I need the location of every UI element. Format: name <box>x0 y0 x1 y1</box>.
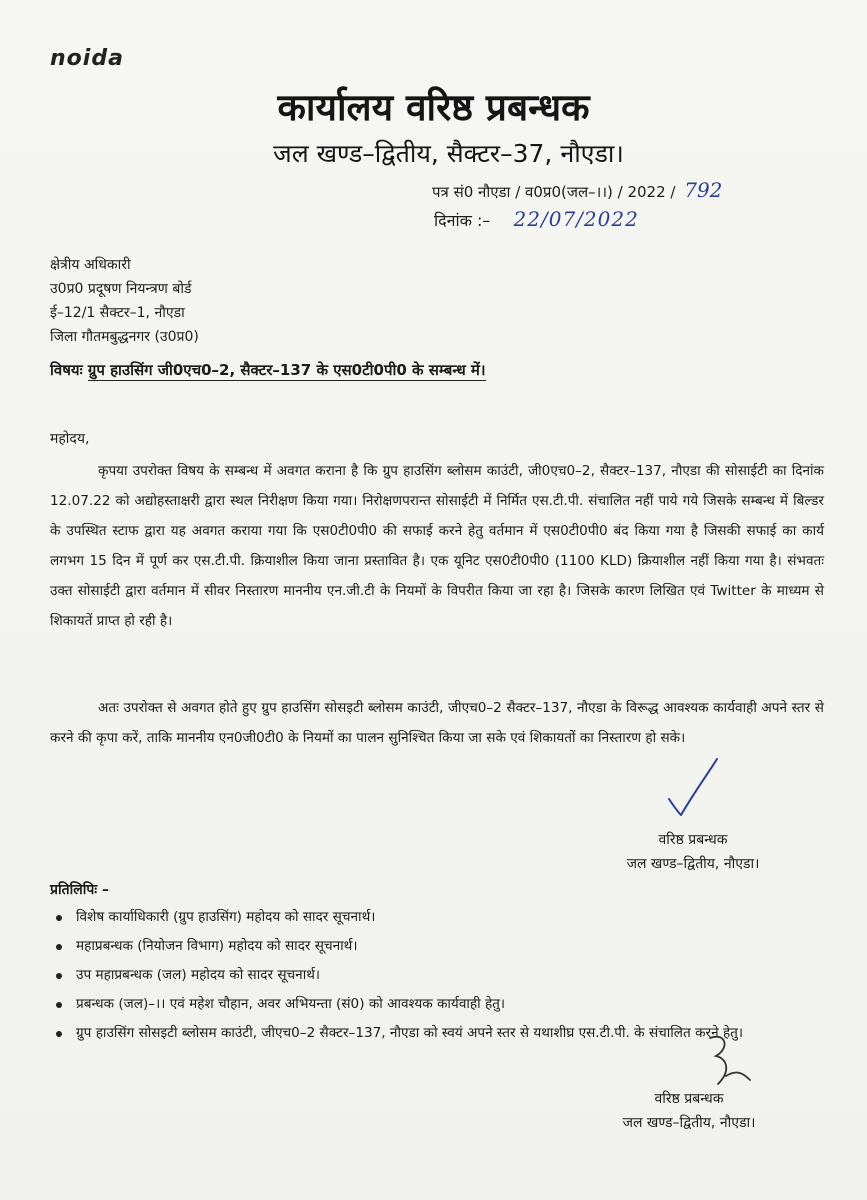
list-item: प्रबन्धक (जल)–।। एवं महेश चौहान, अवर अभियन्ता (सं0) को आवश्यक कार्यवाही हेतु। <box>64 990 854 1019</box>
body-paragraph-1: कृपया उपरोक्त विषय के सम्बन्ध में अवगत कराना है कि ग्रुप हाउसिंग ब्लोसम काउंटी, जी0एच0–2, सैक्टर–137, नौएडा की सोसाईटी का दिनांक 12.07.22 को अद्योहस्ताक्षरी द्वारा स्थल निरीक्षण किया गया। निरोक्षणपरान्त सोसाईटी में निर्मित एस.टी.पी. संचालित नहीं पाये गये जिसके सम्बन्ध में बिल्डर के उपस्थित स्टाफ द्वारा यह अवगत कराया गया कि एस0टी0पी0 की सफाई करने हेतु वर्तमान में एस0टी0पी0 बंद किया गया है जिसकी सफाई का कार्य लगभग 15 दिन में पूर्ण कर एस.टी.पी. क्रियाशील किया जाना प्रस्तावित है। एक यूनिट एस0टी0पी0 (1100 KLD) क्रियाशील नहीं किया गया है। संभवतः उक्त सोसाईटी द्वारा वर्तमान में सीवर निस्तारण माननीय एन.जी.टी के नियमों के विपरीत किया जा रहा है। जिसके कारण लिखित एवं Twitter के माध्यम से शिकायतें प्राप्त हो रही है। <box>50 463 824 629</box>
signature-office: जल खण्ड–द्वितीय, नौएडा। <box>622 1115 756 1131</box>
office-title: कार्यालय वरिष्ठ प्रबन्धक <box>277 86 590 129</box>
reference-number: 792 <box>684 178 723 202</box>
reference-line <box>432 178 722 202</box>
initials-mark-icon <box>696 1030 766 1092</box>
signature-designation: वरिष्ठ प्रबन्धक <box>654 1091 724 1107</box>
recipient-line: उ0प्र0 प्रदूषण नियन्त्रण बोर्ड <box>50 281 192 297</box>
list-item: महाप्रबन्धक (नियोजन विभाग) महोदय को सादर सूचनार्थ। <box>64 932 854 961</box>
office-subtitle: जल खण्ड–द्वितीय, सैक्टर–37, नौएडा। <box>273 139 624 168</box>
subject-text: ग्रुप हाउसिंग जी0एच0–2, सैक्टर–137 के एस0टी0पी0 के सम्बन्ध में। <box>87 361 486 379</box>
subject-line <box>50 360 486 380</box>
recipient-line: ई–12/1 सैक्टर–1, नौएडा <box>50 305 185 321</box>
signature-designation: वरिष्ठ प्रबन्धक <box>658 832 728 848</box>
list-item: ग्रुप हाउसिंग सोसइटी ब्लोसम काउंटी, जीएच0–2 सैक्टर–137, नौएडा को स्वयं अपने स्तर से यथाशीघ्र एस.टी.पी. के संचालित करने हेतु। <box>64 1019 854 1048</box>
subject-label: विषयः <box>50 361 83 379</box>
signature-block-1 <box>608 828 778 876</box>
date-value: 22/07/2022 <box>513 207 639 231</box>
recipient-address <box>50 253 199 349</box>
signature-office: जल खण्ड–द्वितीय, नौएडा। <box>626 856 760 872</box>
body-paragraph-2: अतः उपरोक्त से अवगत होते हुए ग्रुप हाउसिंग सोसइटी ब्लोसम काउंटी, जीएच0–2 सैक्टर–137, नौएडा के विरूद्ध आवश्यक कार्यवाही अपने स्तर से करने की कृपा करें, ताकि माननीय एन0जी0टी0 के नियमों का पालन सुनिश्चित किया जा सके एवं शिकायतों का निस्तारण हो सके। <box>50 700 824 746</box>
recipient-line: क्षेत्रीय अधिकारी <box>50 257 131 273</box>
noida-logo: noida <box>50 46 124 71</box>
salutation: महोदय, <box>50 431 90 447</box>
recipient-line: जिला गौतमबुद्धनगर (उ0प्र0) <box>50 329 199 345</box>
copy-to-title: प्रतिलिपिः – <box>50 882 109 898</box>
copy-to-list <box>40 903 854 1048</box>
reference-label: पत्र सं0 नौएडा / व0प्र0(जल–।।) / 2022 / <box>432 183 676 201</box>
signature-mark-icon <box>655 755 735 825</box>
date-line <box>434 207 639 231</box>
signature-block-2 <box>600 1087 778 1135</box>
date-label: दिनांक :– <box>434 211 491 230</box>
list-item: विशेष कार्याधिकारी (ग्रुप हाउसिंग) महोदय को सादर सूचनार्थ। <box>64 903 854 932</box>
list-item: उप महाप्रबन्धक (जल) महोदय को सादर सूचनार्थ। <box>64 961 854 990</box>
